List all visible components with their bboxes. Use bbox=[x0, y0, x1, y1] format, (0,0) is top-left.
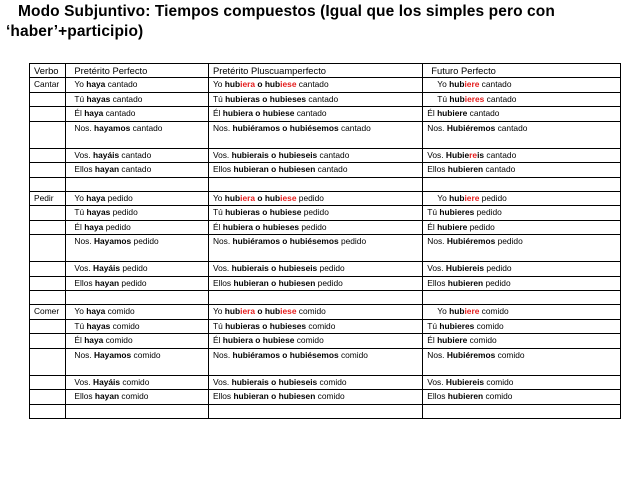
text-segment: comido bbox=[119, 391, 149, 401]
verb-cell bbox=[30, 348, 66, 375]
text-segment: cantado bbox=[484, 149, 517, 160]
pluscuamperfecto-cell bbox=[208, 78, 422, 93]
empty-cell bbox=[66, 291, 209, 305]
perfecto-cell bbox=[66, 163, 209, 178]
empty-cell bbox=[66, 177, 209, 191]
futuro-cell bbox=[423, 206, 621, 221]
text-segment: hayan bbox=[94, 391, 120, 401]
text-segment: comido bbox=[294, 335, 324, 345]
text-segment: hubieren bbox=[447, 164, 484, 174]
perfecto-cell bbox=[66, 235, 209, 262]
pluscuamperfecto-cell bbox=[208, 348, 422, 375]
perfecto-cell bbox=[66, 262, 209, 277]
text-segment: Él bbox=[427, 221, 438, 232]
text-segment: o bbox=[255, 79, 265, 89]
futuro-cell bbox=[423, 92, 621, 107]
text-segment: Yo bbox=[74, 192, 87, 203]
text-segment: comido bbox=[120, 376, 150, 387]
spacer-row bbox=[30, 177, 621, 191]
futuro-cell bbox=[423, 305, 621, 320]
spacer-row bbox=[30, 291, 621, 305]
text-segment: hayamos bbox=[93, 122, 131, 133]
header-pluscuamperfecto: Pretérito Pluscuamperfecto bbox=[208, 64, 422, 78]
text-segment: hubierais o hubieseis bbox=[231, 263, 318, 273]
text-segment: hubiera o hubieses bbox=[222, 221, 300, 232]
text-segment: Hubiéremos bbox=[446, 349, 496, 360]
perfecto-cell bbox=[66, 206, 209, 221]
text-segment: Hayamos bbox=[93, 236, 132, 246]
text-segment: Nos. bbox=[212, 122, 233, 133]
text-segment: hubieran o hubiesen bbox=[233, 277, 316, 288]
text-segment: Nos. bbox=[427, 122, 447, 133]
verb-cell bbox=[30, 235, 66, 262]
pluscuamperfecto-cell bbox=[208, 163, 422, 178]
text-segment: Vos. bbox=[427, 376, 446, 387]
futuro-cell bbox=[423, 148, 621, 163]
header-preterito-perfecto: Pretérito Perfecto bbox=[66, 64, 209, 78]
text-segment: haya bbox=[86, 192, 106, 203]
text-segment: hub bbox=[224, 192, 241, 203]
text-segment: comido bbox=[495, 349, 525, 360]
text-segment: Ellos bbox=[74, 164, 95, 174]
text-segment: Vos. bbox=[427, 263, 446, 273]
pluscuamperfecto-cell bbox=[208, 220, 422, 235]
text-segment: haya bbox=[84, 335, 104, 345]
text-segment: Ellos bbox=[74, 277, 95, 288]
text-segment: comido bbox=[317, 376, 347, 387]
text-segment: cantado bbox=[467, 108, 500, 118]
text-segment: Hubiéremos bbox=[446, 122, 496, 133]
text-segment: Nos. bbox=[74, 349, 94, 360]
perfecto-cell bbox=[66, 305, 209, 320]
text-segment: is bbox=[477, 149, 485, 160]
text-segment: hub bbox=[264, 306, 281, 316]
text-segment: comido bbox=[483, 391, 513, 401]
pluscuamperfecto-cell bbox=[208, 334, 422, 349]
text-segment: pedido bbox=[467, 221, 495, 232]
text-segment: Ellos bbox=[74, 391, 95, 401]
table-row bbox=[30, 305, 621, 320]
perfecto-cell bbox=[66, 348, 209, 375]
table-row bbox=[30, 107, 621, 122]
page-title bbox=[6, 2, 632, 42]
text-segment: iere bbox=[464, 79, 480, 89]
text-segment: hub bbox=[224, 306, 241, 316]
text-segment: hubieras o hubiese bbox=[225, 207, 302, 217]
pluscuamperfecto-cell bbox=[208, 235, 422, 262]
table-row bbox=[30, 92, 621, 107]
title-line-1: Modo Subjuntivo: Tiempos compuestos (Igual que los simples pero con bbox=[18, 3, 555, 20]
text-segment: Él bbox=[427, 335, 438, 345]
table-row bbox=[30, 348, 621, 375]
verb-cell bbox=[30, 262, 66, 277]
text-segment: cantado bbox=[119, 149, 152, 160]
text-segment: comido bbox=[338, 349, 368, 360]
header-row bbox=[30, 64, 621, 78]
text-segment: Ellos bbox=[212, 164, 234, 174]
text-segment: Yo bbox=[212, 306, 225, 316]
text-segment: hubieren bbox=[447, 391, 484, 401]
futuro-cell bbox=[423, 276, 621, 291]
text-segment: Tú bbox=[427, 320, 440, 331]
text-segment: cantado bbox=[296, 79, 329, 89]
text-segment: Vos. bbox=[427, 149, 446, 160]
text-segment: cantado bbox=[338, 122, 371, 133]
text-segment: cantado bbox=[130, 122, 163, 133]
pluscuamperfecto-cell bbox=[208, 319, 422, 334]
text-segment: hub bbox=[449, 79, 465, 89]
pluscuamperfecto-cell bbox=[208, 92, 422, 107]
text-segment: Nos. bbox=[427, 236, 447, 246]
text-segment: Nos. bbox=[74, 236, 94, 246]
text-segment: Él bbox=[74, 108, 85, 118]
text-segment: pedido bbox=[474, 207, 502, 217]
text-segment: Tú bbox=[212, 93, 226, 104]
futuro-cell bbox=[423, 348, 621, 375]
text-segment: pedido bbox=[484, 263, 512, 273]
text-segment: iera bbox=[240, 192, 256, 203]
text-segment: iese bbox=[280, 79, 297, 89]
text-segment: cantado bbox=[315, 164, 348, 174]
text-segment: pedido bbox=[103, 221, 131, 232]
text-segment: iese bbox=[280, 306, 297, 316]
text-segment: Tú bbox=[74, 320, 87, 331]
table-row bbox=[30, 276, 621, 291]
text-segment: hayan bbox=[94, 277, 120, 288]
text-segment: pedido bbox=[483, 277, 511, 288]
table-row bbox=[30, 334, 621, 349]
text-segment: Hubiereis bbox=[445, 376, 485, 387]
text-segment: hubieras o hubieses bbox=[225, 320, 307, 331]
text-segment: hubieres bbox=[439, 320, 475, 331]
text-segment: Ellos bbox=[427, 164, 448, 174]
perfecto-cell bbox=[66, 390, 209, 405]
text-segment: Ellos bbox=[212, 277, 234, 288]
text-segment: comido bbox=[131, 349, 161, 360]
text-segment: cantado bbox=[479, 79, 512, 89]
perfecto-cell bbox=[66, 148, 209, 163]
text-segment: Vos. bbox=[74, 376, 94, 387]
text-segment: iere bbox=[464, 306, 480, 316]
futuro-cell bbox=[423, 375, 621, 390]
text-segment: cantado bbox=[317, 149, 350, 160]
text-segment: Hayáis bbox=[93, 263, 121, 273]
empty-cell bbox=[30, 177, 66, 191]
text-segment: Yo bbox=[74, 306, 87, 316]
perfecto-cell bbox=[66, 220, 209, 235]
text-segment: cantado bbox=[495, 122, 528, 133]
text-segment: hub bbox=[264, 192, 281, 203]
empty-cell bbox=[208, 404, 422, 418]
text-segment: hayas bbox=[86, 93, 111, 104]
text-segment: comido bbox=[296, 306, 326, 316]
pluscuamperfecto-cell bbox=[208, 191, 422, 206]
text-segment: hubiéramos o hubiésemos bbox=[232, 349, 339, 360]
verb-cell bbox=[30, 206, 66, 221]
verb-cell bbox=[30, 121, 66, 148]
text-segment: Hayamos bbox=[93, 349, 132, 360]
text-segment: Vos. bbox=[212, 376, 232, 387]
text-segment: iese bbox=[280, 192, 297, 203]
verb-cell bbox=[30, 220, 66, 235]
text-segment: Nos. bbox=[212, 236, 233, 246]
text-segment: Él bbox=[74, 335, 85, 345]
table-row bbox=[30, 206, 621, 221]
text-segment: pedido bbox=[119, 277, 147, 288]
text-segment: comido bbox=[315, 391, 345, 401]
text-segment: Él bbox=[212, 221, 223, 232]
verb-cell bbox=[30, 107, 66, 122]
pluscuamperfecto-cell bbox=[208, 121, 422, 148]
text-segment: pedido bbox=[301, 207, 329, 217]
text-segment: hub bbox=[264, 79, 281, 89]
text-segment: hubieren bbox=[447, 277, 484, 288]
futuro-cell bbox=[423, 334, 621, 349]
text-segment: comido bbox=[105, 306, 135, 316]
futuro-cell bbox=[423, 262, 621, 277]
text-segment: haya bbox=[86, 79, 106, 89]
text-segment: Hubiéremos bbox=[446, 236, 496, 246]
pluscuamperfecto-cell bbox=[208, 262, 422, 277]
pluscuamperfecto-cell bbox=[208, 375, 422, 390]
futuro-cell bbox=[423, 390, 621, 405]
text-segment: pedido bbox=[495, 236, 523, 246]
perfecto-cell bbox=[66, 92, 209, 107]
empty-cell bbox=[66, 404, 209, 418]
pluscuamperfecto-cell bbox=[208, 390, 422, 405]
table-row bbox=[30, 163, 621, 178]
text-segment: Vos. bbox=[74, 263, 94, 273]
text-segment: pedido bbox=[120, 263, 148, 273]
perfecto-cell bbox=[66, 191, 209, 206]
text-segment: pedido bbox=[315, 277, 343, 288]
futuro-cell bbox=[423, 121, 621, 148]
text-segment: comido bbox=[467, 335, 497, 345]
text-segment: pedido bbox=[110, 207, 138, 217]
verb-cell: Pedir bbox=[30, 191, 66, 206]
futuro-cell bbox=[423, 107, 621, 122]
table-row bbox=[30, 235, 621, 262]
futuro-cell bbox=[423, 235, 621, 262]
conjugation-table bbox=[29, 63, 621, 419]
text-segment: pedido bbox=[105, 192, 133, 203]
text-segment: cantado bbox=[483, 164, 516, 174]
pluscuamperfecto-cell bbox=[208, 206, 422, 221]
text-segment: cantado bbox=[306, 93, 339, 104]
text-segment: o bbox=[255, 192, 265, 203]
text-segment: Tú bbox=[212, 207, 226, 217]
text-segment: cantado bbox=[103, 108, 136, 118]
text-segment: haya bbox=[84, 221, 104, 232]
text-segment: hubieran o hubiesen bbox=[233, 391, 316, 401]
verb-cell bbox=[30, 319, 66, 334]
text-segment: Yo bbox=[74, 79, 87, 89]
text-segment: Nos. bbox=[212, 349, 233, 360]
pluscuamperfecto-cell bbox=[208, 276, 422, 291]
text-segment: Yo bbox=[437, 79, 450, 89]
text-segment: Nos. bbox=[427, 349, 447, 360]
text-segment: Yo bbox=[437, 306, 450, 316]
pluscuamperfecto-cell bbox=[208, 305, 422, 320]
text-segment: Tú bbox=[212, 320, 226, 331]
text-segment: o bbox=[255, 306, 265, 316]
text-segment: Tú bbox=[74, 93, 87, 104]
text-segment: hubiere bbox=[437, 108, 468, 118]
futuro-cell bbox=[423, 163, 621, 178]
verb-cell bbox=[30, 390, 66, 405]
table-row bbox=[30, 262, 621, 277]
text-segment: pedido bbox=[296, 192, 324, 203]
title-line-2: ‘haber’+participio) bbox=[6, 23, 144, 40]
text-segment: haya bbox=[86, 306, 106, 316]
perfecto-cell bbox=[66, 107, 209, 122]
text-segment: hubiéramos o hubiésemos bbox=[232, 236, 339, 246]
text-segment: hubieres bbox=[439, 207, 475, 217]
empty-cell bbox=[208, 291, 422, 305]
text-segment: Él bbox=[212, 335, 223, 345]
text-segment: Tú bbox=[427, 207, 440, 217]
verb-cell bbox=[30, 334, 66, 349]
text-segment: comido bbox=[103, 335, 133, 345]
text-segment: comido bbox=[306, 320, 336, 331]
text-segment: Hubie bbox=[445, 149, 470, 160]
text-segment: hayáis bbox=[93, 149, 120, 160]
perfecto-cell bbox=[66, 276, 209, 291]
text-segment: hubiera o hubiese bbox=[222, 335, 295, 345]
text-segment: cantado bbox=[294, 108, 327, 118]
text-segment: hubiere bbox=[437, 221, 468, 232]
table-row bbox=[30, 319, 621, 334]
text-segment: pedido bbox=[299, 221, 327, 232]
text-segment: cantado bbox=[105, 79, 138, 89]
table-row bbox=[30, 375, 621, 390]
empty-cell bbox=[423, 291, 621, 305]
text-segment: Vos. bbox=[212, 263, 232, 273]
text-segment: hub bbox=[224, 79, 241, 89]
verb-cell bbox=[30, 163, 66, 178]
perfecto-cell bbox=[66, 121, 209, 148]
futuro-cell bbox=[423, 319, 621, 334]
header-futuro-perfecto: Futuro Perfecto bbox=[423, 64, 621, 78]
text-segment: hubiera o hubiese bbox=[222, 108, 295, 118]
table-body bbox=[30, 78, 621, 419]
text-segment: pedido bbox=[317, 263, 345, 273]
table-row bbox=[30, 148, 621, 163]
empty-cell bbox=[208, 177, 422, 191]
text-segment: Tú bbox=[74, 207, 87, 217]
text-segment: hub bbox=[449, 192, 465, 203]
verb-cell: Cantar bbox=[30, 78, 66, 93]
text-segment: Él bbox=[74, 221, 85, 232]
verb-cell bbox=[30, 276, 66, 291]
text-segment: cantado bbox=[484, 93, 517, 104]
text-segment: hubieran o hubiesen bbox=[233, 164, 316, 174]
text-segment: comido bbox=[479, 306, 509, 316]
text-segment: comido bbox=[484, 376, 514, 387]
text-segment: ieres bbox=[464, 93, 485, 104]
text-segment: Vos. bbox=[74, 149, 94, 160]
text-segment: hubieras o hubieses bbox=[225, 93, 307, 104]
text-segment: hayas bbox=[86, 320, 111, 331]
empty-cell bbox=[30, 404, 66, 418]
empty-cell bbox=[423, 177, 621, 191]
text-segment: cantado bbox=[110, 93, 143, 104]
futuro-cell bbox=[423, 78, 621, 93]
verb-cell bbox=[30, 148, 66, 163]
verb-cell: Comer bbox=[30, 305, 66, 320]
text-segment: Hubiereis bbox=[445, 263, 485, 273]
text-segment: hubiéramos o hubiésemos bbox=[232, 122, 339, 133]
text-segment: pedido bbox=[131, 236, 159, 246]
text-segment: Ellos bbox=[427, 391, 448, 401]
empty-cell bbox=[30, 291, 66, 305]
text-segment: Yo bbox=[212, 79, 225, 89]
table-row bbox=[30, 220, 621, 235]
table-row bbox=[30, 390, 621, 405]
text-segment: hayas bbox=[86, 207, 111, 217]
text-segment: Vos. bbox=[212, 149, 232, 160]
perfecto-cell bbox=[66, 78, 209, 93]
text-segment: Tú bbox=[437, 93, 450, 104]
spacer-row bbox=[30, 404, 621, 418]
text-segment: iere bbox=[464, 192, 480, 203]
text-segment: hubierais o hubieseis bbox=[231, 149, 318, 160]
text-segment: Yo bbox=[437, 192, 450, 203]
futuro-cell bbox=[423, 220, 621, 235]
text-segment: Ellos bbox=[212, 391, 234, 401]
text-segment: hayan bbox=[94, 164, 120, 174]
table-row bbox=[30, 121, 621, 148]
text-segment: Él bbox=[212, 108, 223, 118]
pluscuamperfecto-cell bbox=[208, 148, 422, 163]
table-row bbox=[30, 78, 621, 93]
text-segment: hubierais o hubieseis bbox=[231, 376, 318, 387]
text-segment: iera bbox=[240, 79, 256, 89]
text-segment: re bbox=[469, 149, 478, 160]
text-segment: cantado bbox=[119, 164, 152, 174]
text-segment: haya bbox=[84, 108, 104, 118]
text-segment: hub bbox=[449, 306, 465, 316]
perfecto-cell bbox=[66, 334, 209, 349]
perfecto-cell bbox=[66, 375, 209, 390]
text-segment: Él bbox=[427, 108, 438, 118]
verb-cell bbox=[30, 375, 66, 390]
text-segment: pedido bbox=[338, 236, 367, 246]
text-segment: comido bbox=[474, 320, 504, 331]
text-segment: iera bbox=[240, 306, 256, 316]
table-row bbox=[30, 191, 621, 206]
text-segment: Hayáis bbox=[93, 376, 121, 387]
text-segment: Ellos bbox=[427, 277, 448, 288]
text-segment: Nos. bbox=[74, 122, 94, 133]
empty-cell bbox=[423, 404, 621, 418]
text-segment: Yo bbox=[212, 192, 225, 203]
verb-cell bbox=[30, 92, 66, 107]
text-segment: pedido bbox=[479, 192, 507, 203]
perfecto-cell bbox=[66, 319, 209, 334]
text-segment: comido bbox=[110, 320, 140, 331]
text-segment: hubiere bbox=[437, 335, 468, 345]
pluscuamperfecto-cell bbox=[208, 107, 422, 122]
futuro-cell bbox=[423, 191, 621, 206]
text-segment: hub bbox=[449, 93, 465, 104]
header-verbo: Verbo bbox=[30, 64, 66, 78]
